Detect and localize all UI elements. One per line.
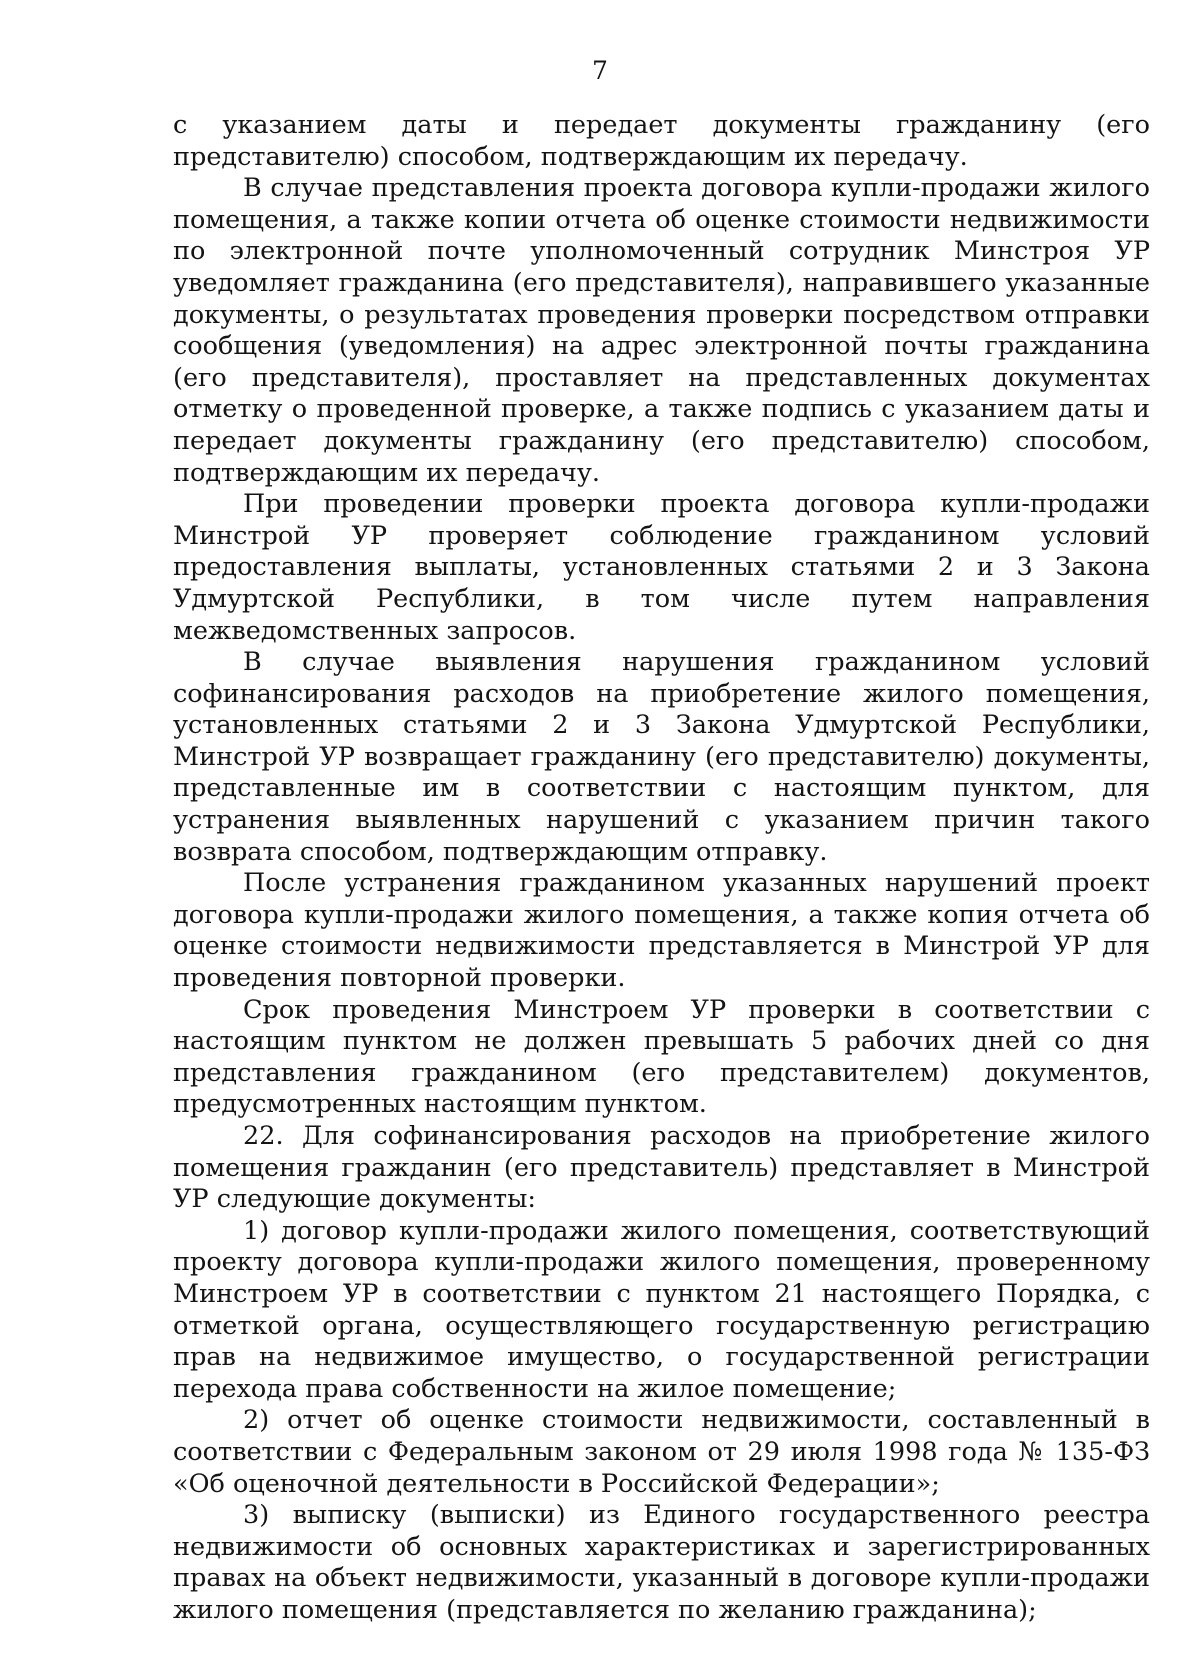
paragraph-email-submission: В случае представления проекта договора купли-продажи жилого помещения, а также копии отчета об оценке стоимости недвижимости по электронной почте уполномоченный сотрудник Минстроя УР уведомляет гражданина (его представителя), направившего указанные документы, о результатах проведения проверки посредством отправки сообщения (уведомления) на адрес электронной почты гражданина (его представителя), проставляет на представленных документах отметку о проведенной проверке, а также подпись с указанием даты и передает документы гражданину (его представителю) способом, подтверждающим их передачу. — [173, 173, 1150, 488]
paragraph-verification: При проведении проверки проекта договора купли-продажи Минстрой УР проверяет соблюдение гражданином условий предоставления выплаты, установленных статьями 2 и 3 Закона Удмуртской Республики, в том числе путем направления межведомственных запросов. — [173, 489, 1150, 646]
list-item-1: 1) договор купли-продажи жилого помещения, соответствующий проекту договора купли-продажи жилого помещения, проверенному Минстроем УР в соответствии с пунктом 21 настоящего Порядка, с отметкой органа, осуществляющего государственную регистрацию прав на недвижимое имущество, о государственной регистрации перехода права собственности на жилое помещение; — [173, 1215, 1150, 1404]
paragraph-continuation: с указанием даты и передает документы гражданину (его представителю) способом, подтверждающим их передачу. — [173, 110, 1150, 172]
list-item-2: 2) отчет об оценке стоимости недвижимости, составленный в соответствии с Федеральным законом от 29 июля 1998 года № 135-ФЗ «Об оценочной деятельности в Российской Федерации»; — [173, 1405, 1150, 1499]
paragraph-clause-22: 22. Для софинансирования расходов на приобретение жилого помещения гражданин (его представитель) представляет в Минстрой УР следующие документы: — [173, 1121, 1150, 1215]
page-body — [173, 110, 1150, 1627]
paragraph-check-deadline: Срок проведения Минстроем УР проверки в соответствии с настоящим пунктом не должен превышать 5 рабочих дней со дня представления гражданином (его представителем) документов, предусмотренных настоящим пунктом. — [173, 994, 1150, 1120]
paragraph-resubmission: После устранения гражданином указанных нарушений проект договора купли-продажи жилого помещения, а также копия отчета об оценке стоимости недвижимости представляется в Минстрой УР для проведения повторной проверки. — [173, 868, 1150, 994]
list-item-3: 3) выписку (выписки) из Единого государственного реестра недвижимости об основных характеристиках и зарегистрированных правах на объект недвижимости, указанный в договоре купли-продажи жилого помещения (представляется по желанию гражданина); — [173, 1500, 1150, 1625]
paragraph-violation-return: В случае выявления нарушения гражданином условий софинансирования расходов на приобретение жилого помещения, установленных статьями 2 и 3 Закона Удмуртской Республики, Минстрой УР возвращает гражданину (его представителю) документы, представленные им в соответствии с настоящим пунктом, для устранения выявленных нарушений с указанием причин такого возврата способом, подтверждающим отправку. — [173, 647, 1150, 867]
page-number: 7 — [592, 56, 608, 85]
